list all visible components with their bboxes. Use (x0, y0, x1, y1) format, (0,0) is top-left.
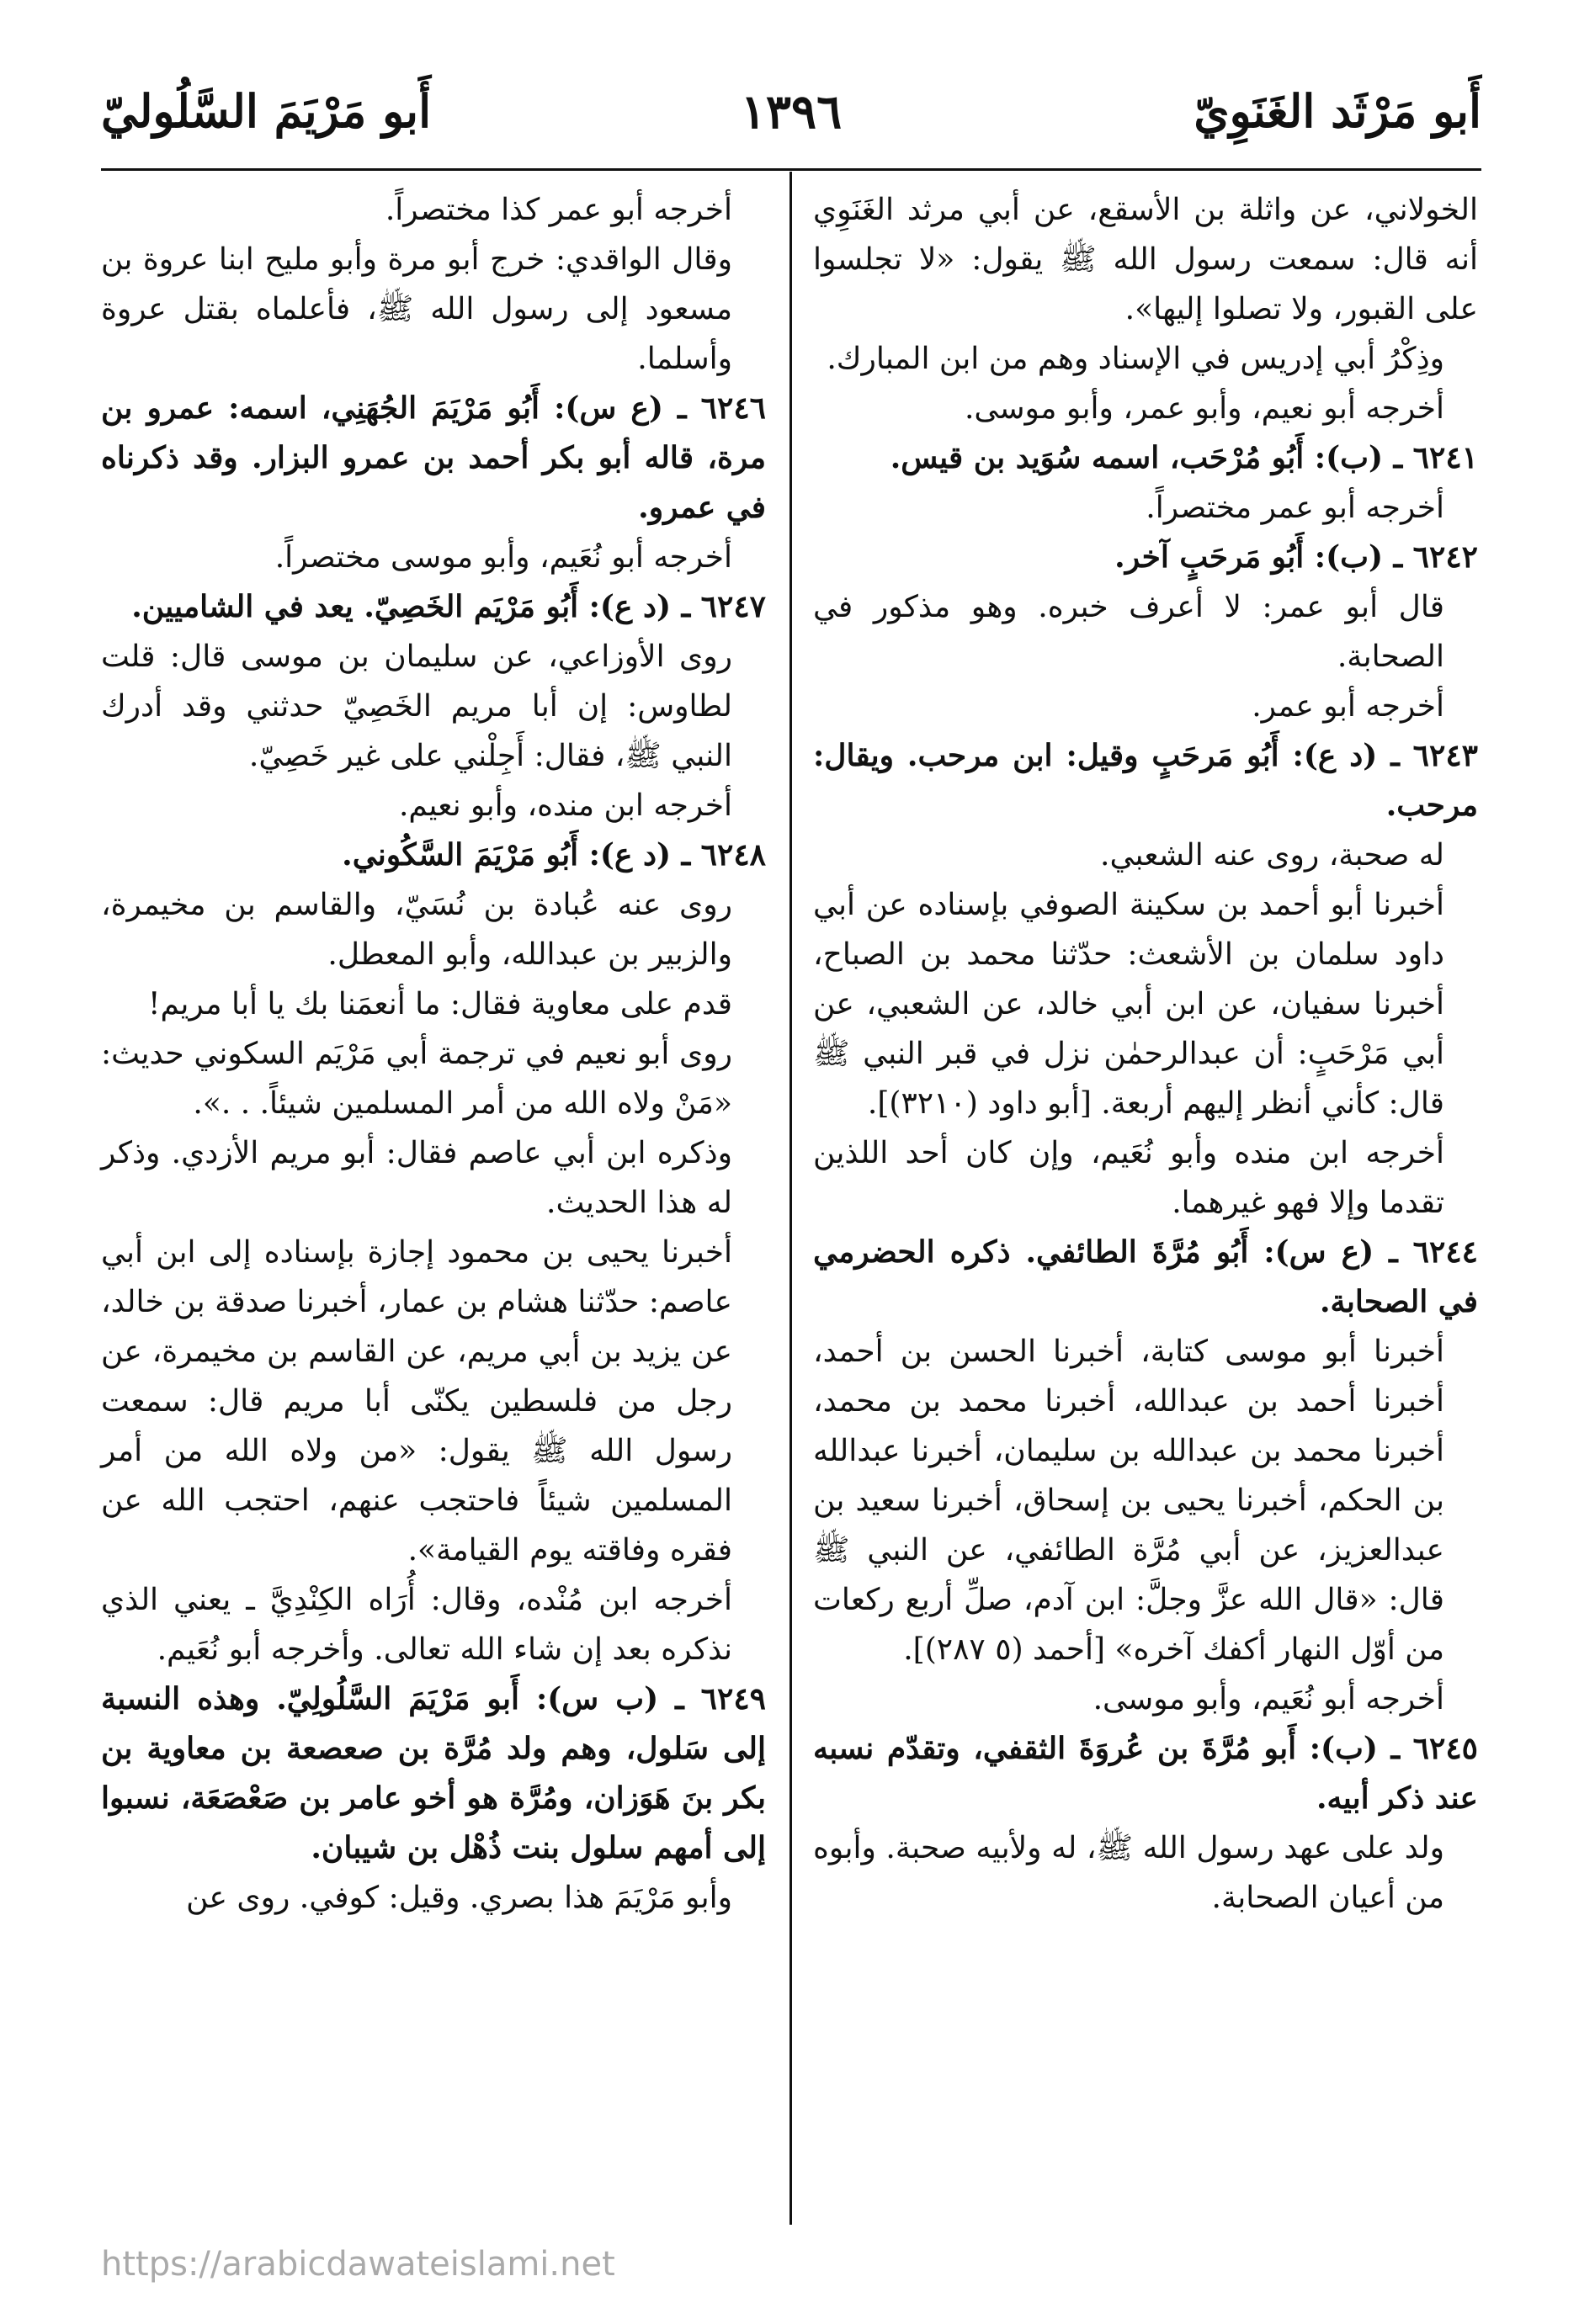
body-paragraph: أخرجه ابن منده وأبو نُعَيم، وإن كان أحد اللذين تقدما وإلا فهو غيرهما. (813, 1136, 1444, 1220)
body-paragraph: أخرجه أبو نعيم، وأبو عمر، وأبو موسى. (964, 391, 1444, 426)
entry-heading-paragraph: ٦٢٤٨ ـ (د ع): أَبُو مَرْيَمَ السَّكُوني. (342, 837, 766, 873)
page-header (101, 84, 1481, 168)
entry-heading-paragraph: ٦٢٤٤ ـ (ع س): أَبُو مُرَّةَ الطائفي. ذكره الحضرمي في الصحابة. (813, 1234, 1478, 1319)
entry-heading-paragraph: ٦٢٤٣ ـ (د ع): أَبُو مَرحَبٍ وقيل: ابن مرحب. ويقال: مرحب. (813, 738, 1478, 823)
running-title-left: أَبو مَرْيَمَ السَّلُوليّ (101, 84, 432, 138)
header-rule (101, 168, 1481, 171)
entry-heading-paragraph: ٦٢٤٦ ـ (ع س): أَبُو مَرْيَمَ الجُهَنِي، اسمه: عمرو بن مرة، قاله أبو بكر أحمد بن عمرو البزار. وقد ذكرناه في عمرو. (101, 390, 766, 525)
entry-heading-paragraph: ٦٢٤٥ ـ (ب): أَبو مُرَّةَ بن عُروَةَ الثقفي، وتقدّم نسبه عند ذكر أبيه. (813, 1731, 1478, 1816)
entry-heading-paragraph: ٦٢٤١ ـ (ب): أَبُو مُرْحَب، اسمه سُوَيد بن قيس. (890, 440, 1478, 475)
body-paragraph: أخرجه أبو عمر. (1252, 689, 1444, 724)
body-paragraph: روى الأوزاعي، عن سليمان بن موسى قال: قلت لطاوس: إن أبا مريم الخَصِيّ حدثني وقد أدرك النبي ﷺ، فقال: أَجِلْني على غير خَصِيّ. (101, 639, 732, 773)
entry-heading-paragraph: ٦٢٤٢ ـ (ب): أَبُو مَرحَبٍ آخر. (1114, 539, 1478, 575)
body-paragraph: ولد على عهد رسول الله ﷺ، له ولأبيه صحبة. وأبوه من أعيان الصحابة. (813, 1831, 1444, 1915)
running-title-right: أَبو مَرْثَد الغَنَوِيّ (1194, 84, 1481, 138)
body-paragraph: أخرجه أبو نُعَيم، وأبو موسى. (1093, 1682, 1444, 1716)
right-column (813, 185, 1478, 1923)
entry-heading-paragraph: ٦٢٤٧ ـ (د ع): أَبُو مَرْيَم الخَصِيّ. يعد في الشاميين. (131, 589, 766, 624)
body-paragraph: أخرجه أبو عمر مختصراً. (1146, 491, 1444, 525)
body-paragraph: روى عنه عُبادة بن نُسَيّ، والقاسم بن مخيمرة، والزبير بن عبدالله، وأبو المعطل. (101, 888, 732, 972)
body-paragraph: قال أبو عمر: لا أعرف خبره. وهو مذكور في الصحابة. (813, 590, 1444, 674)
body-paragraph: وذكره ابن أبي عاصم فقال: أبو مريم الأزدي. وذكر له هذا الحديث. (101, 1136, 732, 1220)
body-paragraph: الخولاني، عن واثلة بن الأسقع، عن أبي مرثد الغَنَوِي أنه قال: سمعت رسول الله ﷺ يقول: «لا تجلسوا على القبور، ولا تصلوا إليها». (813, 193, 1478, 326)
entry-heading-paragraph: ٦٢٤٩ ـ (ب س): أَبو مَرْيَمَ السَّلُولِيّ. وهذه النسبة إلى سَلول، وهم ولد مُرَّة بن صعصعة بن معاوية بن بكر بنَ هَوَزان، ومُرَّة هو أخو عامر بن صَعْصَعَة، نسبوا إلى أمهم سلول بنت ذُهْل بن شيبان. (101, 1681, 766, 1865)
body-paragraph: أخبرنا أبو أحمد بن سكينة الصوفي بإسناده عن أبي داود سلمان بن الأشعث: حدّثنا محمد بن الصباح، أخبرنا سفيان، عن ابن أبي خالد، عن الشعبي، عن أبي مَرْحَبٍ: أن عبدالرحمٰن نزل في قبر النبي ﷺ قال: كأني أنظر إليهم أربعة. [أبو داود (٣٢١٠)]. (813, 888, 1444, 1121)
body-paragraph: روى أبو نعيم في ترجمة أبي مَرْيَم السكوني حديث: «مَنْ ولاه الله من أمر المسلمين شيئاً. . .». (101, 1037, 732, 1121)
body-paragraph: أخبرنا أبو موسى كتابة، أخبرنا الحسن بن أحمد، أخبرنا أحمد بن عبدالله، أخبرنا محمد بن محمد، أخبرنا محمد بن عبدالله بن سليمان، أخبرنا عبدالله بن الحكم، أخبرنا يحيى بن إسحاق، أخبرنا سعيد بن عبدالعزيز، عن أبي مُرَّة الطائفي، عن النبي ﷺ قال: «قال الله عزَّ وجلَّ: ابن آدم، صلِّ أربع ركعات من أوّل النهار أكفك آخره» [أحمد (٥ ٢٨٧)]. (813, 1334, 1444, 1667)
column-divider (790, 172, 792, 2225)
body-paragraph: أخرجه ابن منده، وأبو نعيم. (398, 788, 732, 823)
page-number: ١٣٩٦ (740, 84, 843, 140)
body-paragraph: وذِكْرُ أبي إدريس في الإسناد وهم من ابن المبارك. (827, 342, 1444, 376)
left-column (101, 185, 766, 1923)
watermark-url: https://arabicdawateislami.net (101, 2245, 615, 2284)
body-paragraph: أخرجه أبو نُعَيم، وأبو موسى مختصراً. (274, 540, 732, 575)
body-paragraph: أخبرنا يحيى بن محمود إجازة بإسناده إلى ابن أبي عاصم: حدّثنا هشام بن عمار، أخبرنا صدقة بن خالد، عن يزيد بن أبي مريم، عن القاسم بن مخيمرة، عن رجل من فلسطين يكنّى أبا مريم قال: سمعت رسول الله ﷺ يقول: «من ولاه الله من أمر المسلمين شيئاً فاحتجب عنهم، احتجب الله عن فقره وفاقته يوم القيامة». (101, 1235, 732, 1568)
body-paragraph: أخرجه ابن مُنْده، وقال: أُرَاه الكِنْدِيَّ ـ يعني الذي نذكره بعد إن شاء الله تعالى. وأخرجه أبو نُعَيم. (101, 1583, 732, 1667)
body-paragraph: قدم على معاوية فقال: ما أنعمَنا بك يا أبا مريم! (147, 987, 732, 1021)
body-paragraph: وقال الواقدي: خرج أبو مرة وأبو مليح ابنا عروة بن مسعود إلى رسول الله ﷺ، فأعلماه بقتل عروة وأسلما. (101, 242, 732, 376)
body-paragraph: وأبو مَرْيَمَ هذا بصري. وقيل: كوفي. روى عن (186, 1881, 732, 1915)
body-paragraph: له صحبة، روى عنه الشعبي. (1100, 838, 1444, 873)
body-paragraph: أخرجه أبو عمر كذا مختصراً. (385, 193, 732, 227)
